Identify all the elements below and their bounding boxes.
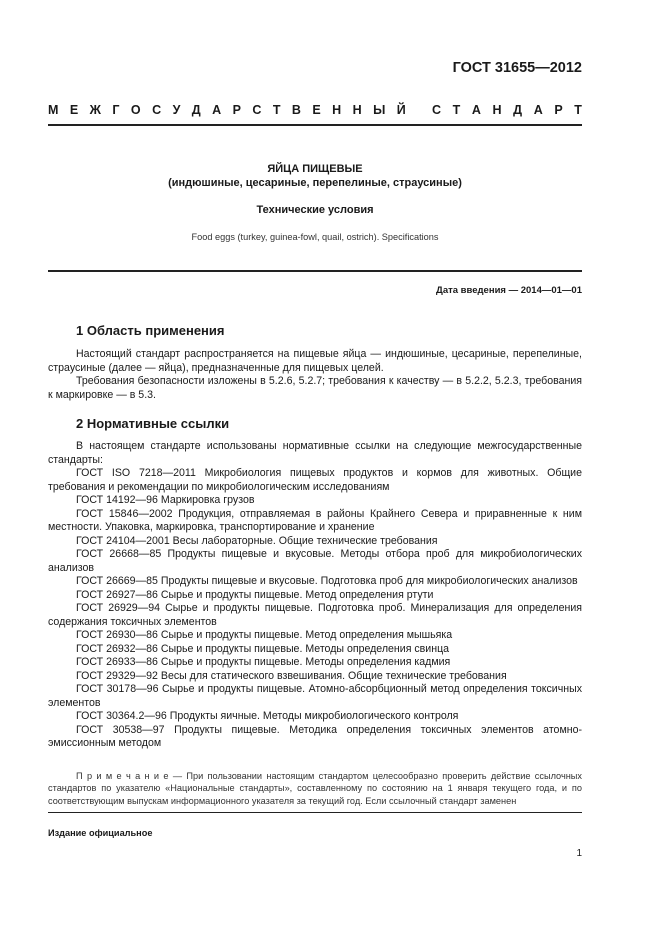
- banner-letter: Е: [312, 103, 321, 117]
- banner-letter: С: [152, 103, 162, 117]
- banner-letter: Д: [191, 103, 201, 117]
- banner-letter: Й: [396, 103, 406, 117]
- reference-item: ГОСТ 26929—94 Сырье и продукты пищевые. Подготовка проб. Минерализация для определения содержания токсичных элементов: [48, 602, 582, 628]
- reference-item: ГОСТ 26927—86 Сырье и продукты пищевые. Метод определения ртути: [76, 588, 434, 601]
- section-1-paragraph: Настоящий стандарт распространяется на пищевые яйца — индюшиные, цесариные, перепелиные, страусиные (далее — яйца), предназначенные для пищевых целей.: [48, 348, 582, 374]
- banner-letter: А: [212, 103, 222, 117]
- banner-letter: М: [48, 103, 59, 117]
- banner-letter: С: [252, 103, 262, 117]
- banner-letter: Р: [554, 103, 563, 117]
- reference-item: ГОСТ 29329—92 Весы для статического взвешивания. Общие технические требования: [76, 669, 507, 682]
- banner-letter: А: [533, 103, 543, 117]
- standard-banner: [48, 103, 582, 117]
- note-text: — При пользовании настоящим стандартом целесообразно проверить действие ссылочных стандартов по указателю «Национальные стандарты», составленному по состоянию на 1 января текущего года, и по соответствующим выпускам информационного указателя за текущий год. Если ссылочный стандарт заменен: [48, 771, 582, 806]
- banner-word-interstate: [48, 103, 406, 117]
- banner-word-standard: [432, 103, 582, 117]
- banner-letter: О: [130, 103, 141, 117]
- reference-item: ГОСТ 24104—2001 Весы лабораторные. Общие технические требования: [76, 534, 438, 547]
- banner-letter: Н: [492, 103, 502, 117]
- banner-letter: Р: [232, 103, 241, 117]
- banner-letter: У: [172, 103, 181, 117]
- doc-spec: Технические условия: [256, 204, 374, 216]
- doc-english-title: Food eggs (turkey, guinea-fowl, quail, ostrich). Specifications: [191, 232, 439, 242]
- banner-letter: Н: [352, 103, 362, 117]
- banner-letter: Ж: [89, 103, 101, 117]
- reference-item: ГОСТ 14192—96 Маркировка грузов: [76, 494, 255, 506]
- reference-item: ГОСТ 30364.2—96 Продукты яичные. Методы микробиологического контроля: [76, 710, 459, 722]
- header-rule: [48, 124, 582, 126]
- banner-letter: Г: [112, 103, 120, 117]
- banner-letter: Е: [69, 103, 79, 117]
- reference-item: ГОСТ 26933—86 Сырье и продукты пищевые. Методы определения кадмия: [76, 656, 451, 668]
- banner-letter: Т: [452, 103, 461, 117]
- doc-title: ЯЙЦА ПИЩЕВЫЕ: [267, 163, 363, 175]
- reference-item: ГОСТ 30538—97 Продукты пищевые. Методика определения токсичных элементов атомно-эмиссионным методом: [48, 723, 582, 749]
- banner-letter: Д: [513, 103, 523, 117]
- reference-item: ГОСТ 26669—85 Продукты пищевые и вкусовые. Подготовка проб для микробиологических анализов: [76, 575, 578, 587]
- banner-letter: Т: [574, 103, 582, 117]
- banner-letter: В: [291, 103, 301, 117]
- gost-number: ГОСТ 31655—2012: [452, 60, 582, 76]
- banner-letter: Ы: [373, 103, 386, 117]
- edition-label: Издание официальное: [48, 828, 153, 838]
- note-paragraph: [48, 770, 582, 807]
- banner-letter: А: [471, 103, 481, 117]
- note-label: П р и м е ч а н и е: [76, 771, 169, 781]
- reference-item: ГОСТ 26932—86 Сырье и продукты пищевые. Методы определения свинца: [76, 642, 450, 655]
- reference-item: ГОСТ 30178—96 Сырье и продукты пищевые. Атомно-абсорбционный метод определения токсичных элементов: [48, 683, 582, 709]
- doc-subtitle: (индюшиные, цесариные, перепелиные, страусиные): [168, 177, 462, 189]
- section-2-body: [48, 440, 582, 751]
- reference-item: ГОСТ ISO 7218—2011 Микробиология пищевых продуктов и кормов для животных. Общие требования и рекомендации по микробиологическим исследованиям: [48, 467, 582, 493]
- title-rule: [48, 270, 582, 272]
- section-1-paragraph: Требования безопасности изложены в 5.2.6, 5.2.7; требования к качеству — в 5.2.2, 5.2.3, требования к маркировке — в 5.3.: [48, 375, 582, 401]
- intro-date: Дата введения — 2014—01—01: [436, 285, 582, 296]
- section-1-heading: 1 Область применения: [76, 323, 225, 338]
- footer-rule: [48, 812, 582, 813]
- section-2-heading: 2 Нормативные ссылки: [76, 416, 230, 431]
- banner-letter: Т: [272, 103, 281, 117]
- reference-item: ГОСТ 26668—85 Продукты пищевые и вкусовые. Методы отбора проб для микробиологических анализов: [48, 548, 582, 574]
- reference-item: ГОСТ 26930—86 Сырье и продукты пищевые. Метод определения мышьяка: [76, 629, 453, 641]
- banner-letter: С: [432, 103, 442, 117]
- section-1-body: [48, 348, 582, 402]
- banner-letter: Н: [332, 103, 342, 117]
- section-2-intro: В настоящем стандарте использованы нормативные ссылки на следующие межгосударственные стандарты:: [48, 440, 582, 466]
- reference-item: ГОСТ 15846—2002 Продукция, отправляемая в районы Крайнего Севера и приравненные к ним местности. Упаковка, маркировка, транспортирование и хранение: [48, 507, 582, 533]
- page-number: 1: [576, 848, 582, 859]
- note-block: [48, 770, 582, 807]
